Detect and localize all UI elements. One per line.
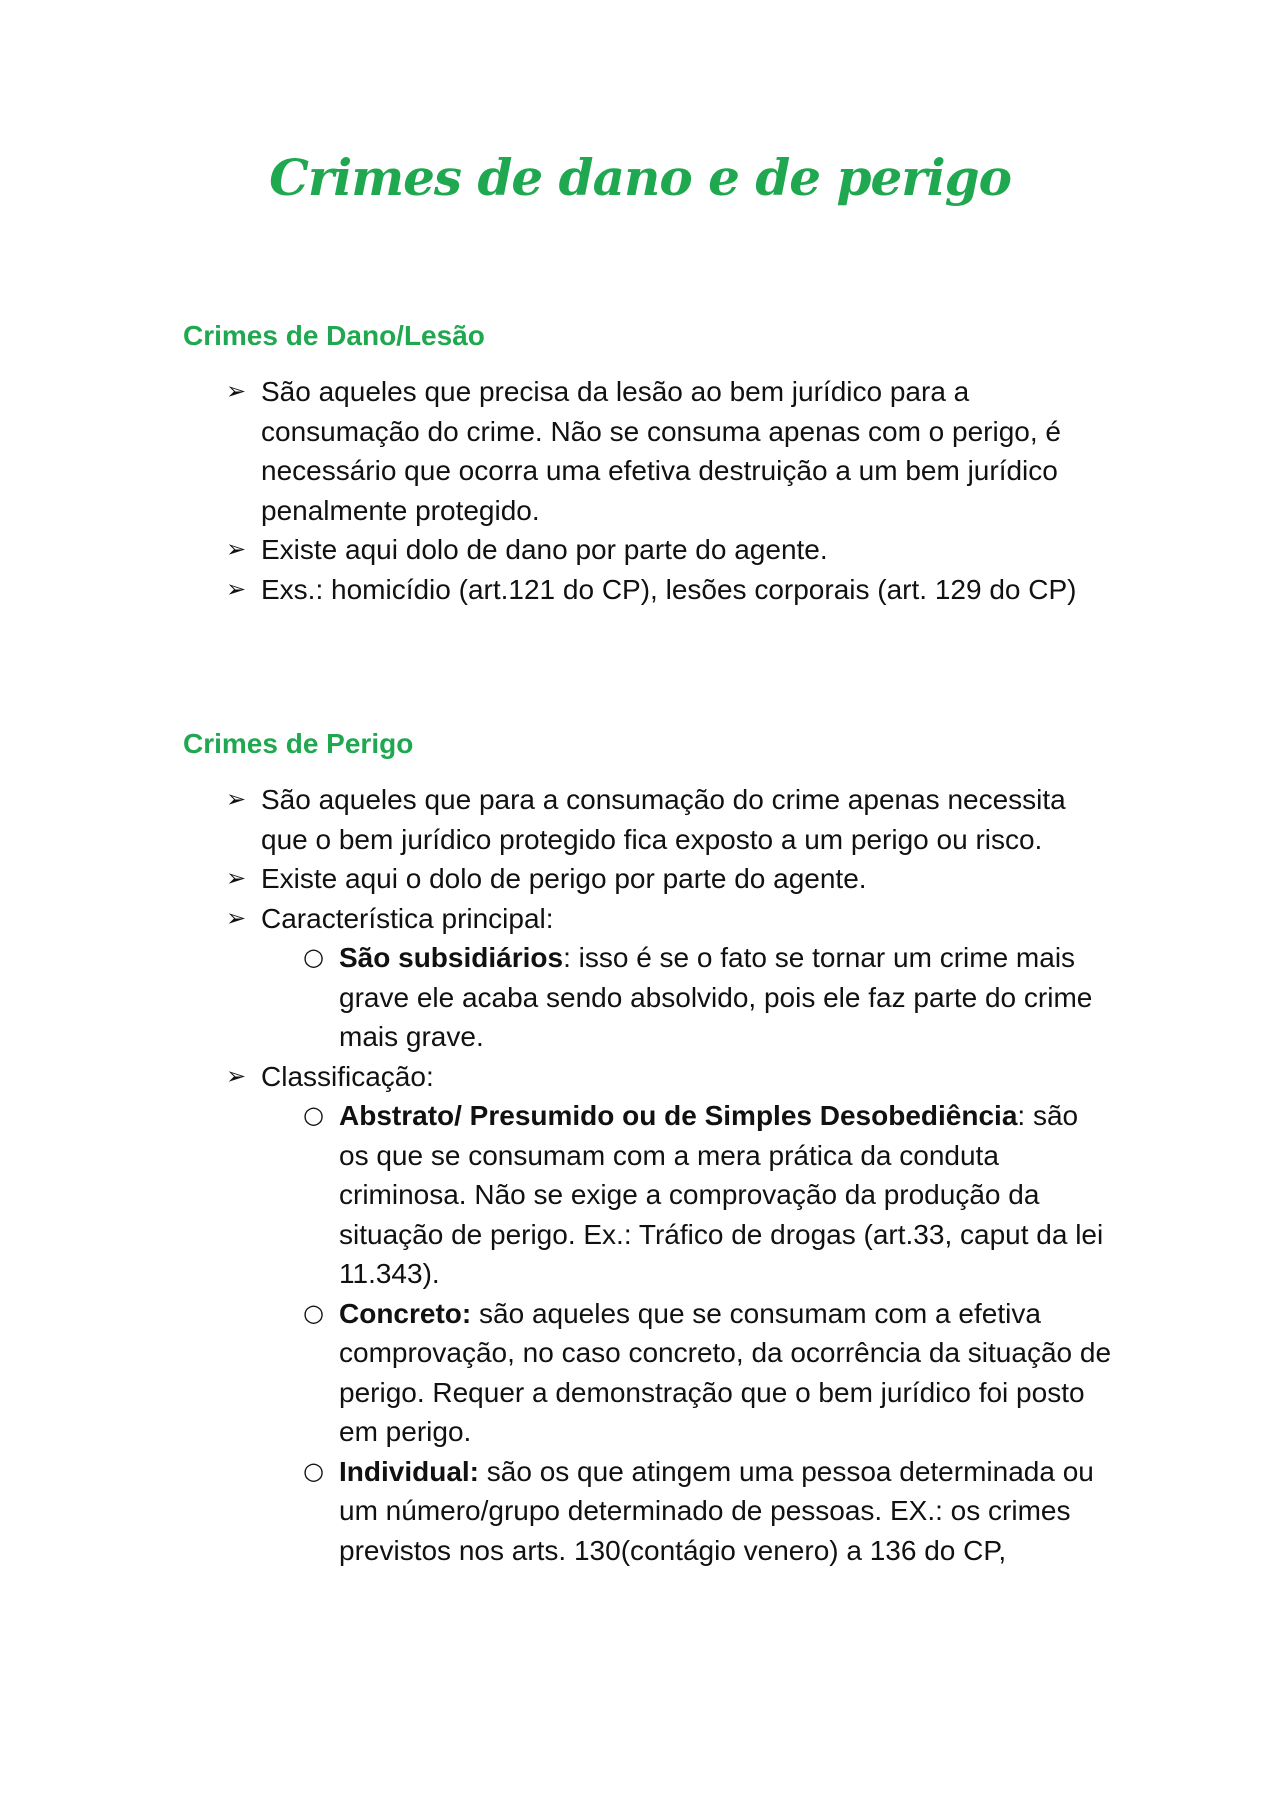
sub-list-item: ○ São subsidiários: isso é se o fato se tornar um crime mais grave ele acaba sendo absolvido, pois ele faz parte do crime mais grave. (261, 938, 1113, 1057)
arrow-bullet-icon: ➢ (226, 535, 247, 563)
circle-bullet-icon: ○ (303, 1101, 324, 1129)
arrow-bullet-icon: ➢ (226, 864, 247, 892)
sub-list (183, 938, 1113, 1057)
section-dano (183, 318, 1113, 609)
section-heading-perigo: Crimes de Perigo (183, 728, 414, 759)
bullet-list-dano (183, 372, 1113, 609)
list-item: ➢ Exs.: homicídio (art.121 do CP), lesões corporais (art. 129 do CP) (183, 570, 1113, 610)
list-item: ➢ São aqueles que para a consumação do crime apenas necessita que o bem jurídico protegido fica exposto a um perigo ou risco. (183, 780, 1113, 859)
arrow-bullet-icon: ➢ (226, 785, 247, 813)
list-item: ➢ Característica principal: ○ São subsidiários: isso é se o fato se tornar um crime mais grave ele acaba sendo absolvido, pois ele faz parte do crime mais grave. (183, 899, 1113, 1057)
list-item: ➢ Existe aqui o dolo de perigo por parte do agente. (183, 859, 1113, 899)
page-title: Crimes de dano e de perigo (269, 148, 1011, 207)
bullet-list-perigo (183, 780, 1113, 1570)
sub-list-item: ○ Individual: são os que atingem uma pessoa determinada ou um número/grupo determinado de pessoas. EX.: os crimes previstos nos arts. 130(contágio venero) a 136 do CP, (261, 1452, 1113, 1571)
circle-bullet-icon: ○ (303, 1298, 324, 1327)
list-item: ➢ Classificação: ○ Abstrato/ Presumido ou de Simples Desobediência: são os que se consumam com a mera prática da conduta criminosa. Não se exige a comprovação da produção da situação de perigo. Ex.: Tráfico de drogas (art.33, caput da lei 11.343). ○ Concreto: são aqueles que se consumam com a efetiva comprovação, no caso concreto, da ocorrência da situação de perigo. Requer a demonstração que o bem jurídico foi posto em perigo. ○ Individual: são os que atingem uma pessoa determinada ou um número/grupo determinado de pessoas. EX.: os crimes previstos nos arts. 130(contágio venero) a 136 do CP, (183, 1057, 1113, 1571)
list-item: ➢ Existe aqui dolo de dano por parte do agente. (183, 530, 1113, 570)
arrow-bullet-icon: ➢ (226, 903, 247, 932)
circle-bullet-icon: ○ (303, 1456, 324, 1485)
section-perigo (183, 726, 1113, 1570)
sub-list-item: ○ Concreto: são aqueles que se consumam com a efetiva comprovação, no caso concreto, da ocorrência da situação de perigo. Requer a demonstração que o bem jurídico foi posto em perigo. (261, 1294, 1113, 1452)
arrow-bullet-icon: ➢ (226, 1061, 247, 1090)
circle-bullet-icon: ○ (303, 943, 324, 971)
sub-list-item: ○ Abstrato/ Presumido ou de Simples Desobediência: são os que se consumam com a mera prática da conduta criminosa. Não se exige a comprovação da produção da situação de perigo. Ex.: Tráfico de drogas (art.33, caput da lei 11.343). (261, 1096, 1113, 1294)
section-heading-dano: Crimes de Dano/Lesão (183, 320, 485, 351)
sub-list (183, 1096, 1113, 1570)
arrow-bullet-icon: ➢ (226, 574, 247, 603)
arrow-bullet-icon: ➢ (226, 377, 247, 405)
list-item: ➢ São aqueles que precisa da lesão ao bem jurídico para a consumação do crime. Não se consuma apenas com o perigo, é necessário que ocorra uma efetiva destruição a um bem jurídico penalmente protegido. (183, 372, 1113, 530)
